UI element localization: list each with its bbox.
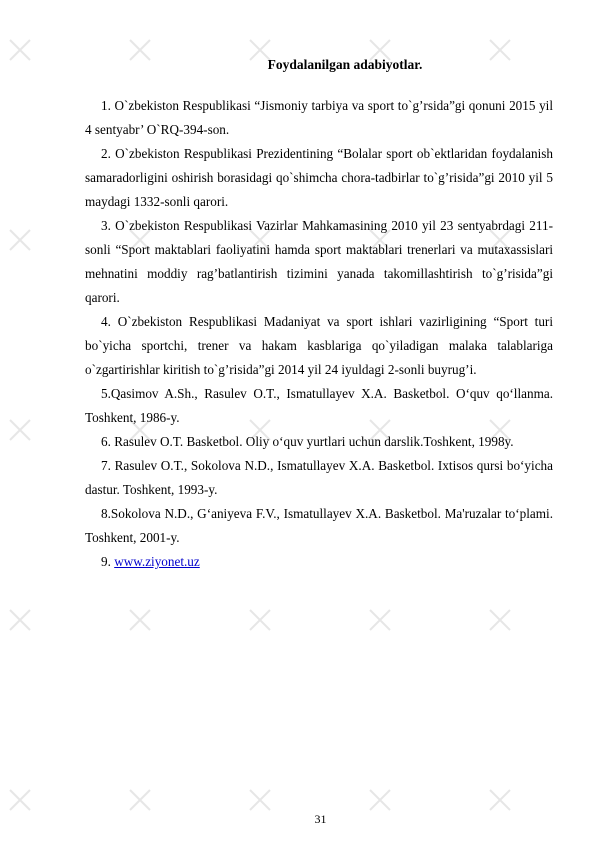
page-number: 31 bbox=[314, 812, 327, 826]
reference-item: 7. Rasulev O.T., Sokolova N.D., Ismatullayev X.A. Basketbol. Ixtisos qursi bo‘yicha dastur. Toshkent, 1993-y. bbox=[85, 458, 553, 497]
reference-list bbox=[85, 94, 553, 574]
page-title: Foydalanilgan adabiyotlar. bbox=[267, 57, 423, 72]
reference-item-link bbox=[85, 550, 553, 574]
reference-item: 6. Rasulev O.T. Basketbol. Oliy o‘quv yurtlari uchun darslik.Toshkent, 1998y. bbox=[101, 434, 514, 449]
reference-item: 3. O`zbekiston Respublikasi Vazirlar Mahkamasining 2010 yil 23 sentyabrdagi 211-sonli “Sport maktablari faoliyatini hamda sport maktablari trenerlari va mutaxassislari mehnatini moddiy rag’batlantirish tizimini yanada takomillashtirish to`g’risida”gi qarori. bbox=[85, 218, 553, 305]
reference-number: 9. bbox=[101, 554, 115, 569]
reference-item: 2. O`zbekiston Respublikasi Prezidentining “Bolalar sport ob`ektlaridan foydalanish samaradorligini oshirish borasidagi qo`shimcha chora-tadbirlar to`g’risida”gi 2010 yil 5 maydagi 1332-sonli qarori. bbox=[85, 146, 553, 209]
reference-item: 5.Qasimov A.Sh., Rasulev O.T., Ismatullayev X.A. Basketbol. O‘quv qo‘llanma. Toshkent, 1986-y. bbox=[85, 386, 553, 425]
ziyonet-link[interactable]: www.ziyonet.uz bbox=[114, 554, 200, 569]
reference-item: 4. O`zbekiston Respublikasi Madaniyat va sport ishlari vazirligining “Sport turi bo`yicha sportchi, trener va hakam kasblariga qo`yiladigan malaka talablariga o`zgartirishlar kiritish to`g’risida”gi 2014 yil 24 iyuldagi 2-sonli buyrug’i. bbox=[85, 314, 553, 377]
reference-item: 8.Sokolova N.D., G‘aniyeva F.V., Ismatullayev X.A. Basketbol. Ma'ruzalar to‘plami. Toshkent, 2001-y. bbox=[85, 506, 553, 545]
reference-item: 1. O`zbekiston Respublikasi “Jismoniy tarbiya va sport to`g’rsida”gi qonuni 2015 yil 4 sentyabr’ O`RQ-394-son. bbox=[85, 98, 553, 137]
